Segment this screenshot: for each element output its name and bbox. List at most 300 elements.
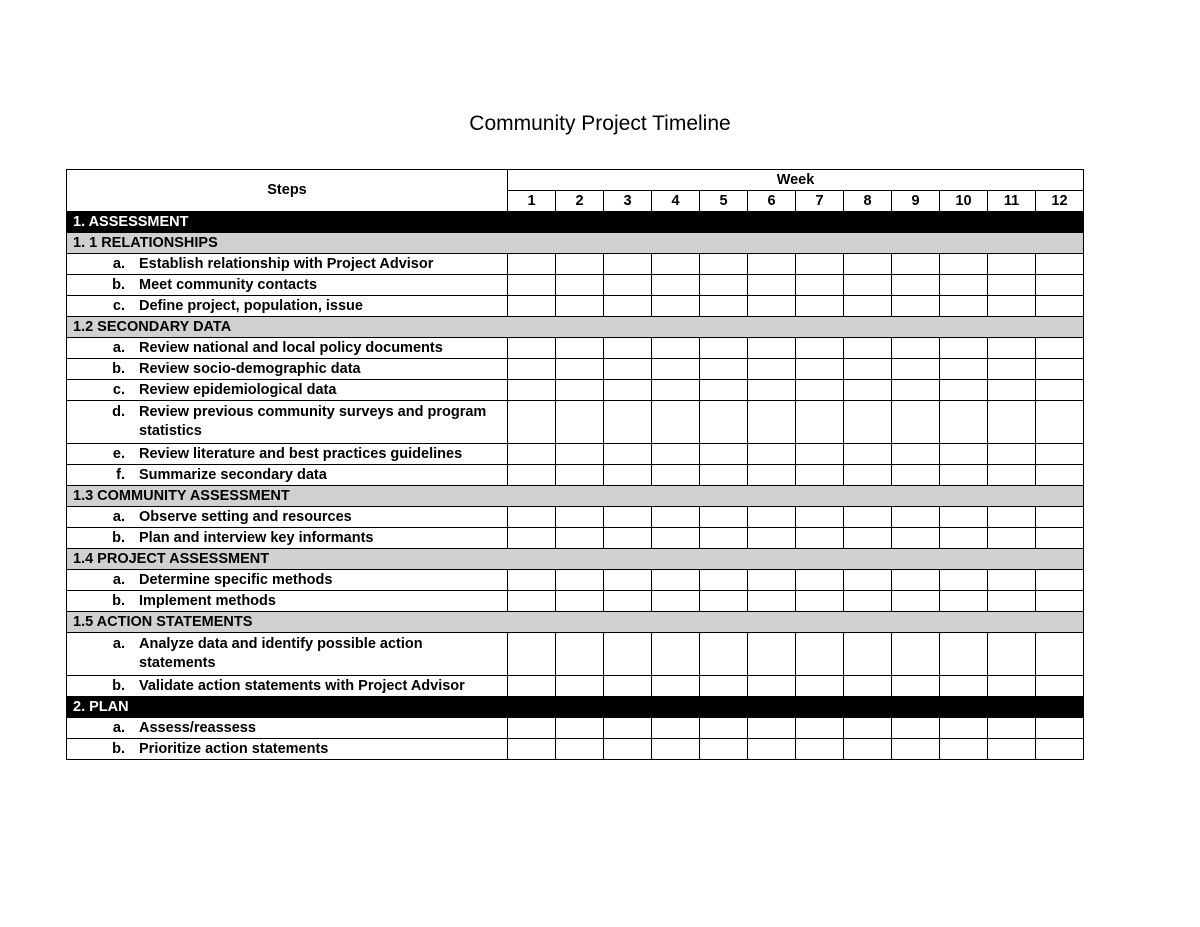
week-cell-12[interactable] [1036,718,1084,739]
week-cell-5[interactable] [700,465,748,486]
week-cell-10[interactable] [940,465,988,486]
page-title: Community Project Timeline [469,112,731,135]
week-cell-1[interactable] [508,401,556,444]
step-row [67,739,1084,760]
week-cell-1[interactable] [508,359,556,380]
week-cell-3[interactable] [604,718,652,739]
week-cell-3[interactable] [604,507,652,528]
week-cell-6[interactable] [748,739,796,760]
week-cell-10[interactable] [940,507,988,528]
week-cell-6[interactable] [748,528,796,549]
week-cell-12[interactable] [1036,444,1084,465]
week-cell-3[interactable] [604,401,652,444]
step-letter: a. [112,719,125,736]
week-cell-8[interactable] [844,633,892,676]
week-cell-7[interactable] [796,359,844,380]
week-cell-6[interactable] [748,718,796,739]
section-header-row [67,212,1084,233]
week-cell-3[interactable] [604,465,652,486]
week-cell-8[interactable] [844,591,892,612]
week-cell-2[interactable] [556,401,604,444]
week-cell-2[interactable] [556,465,604,486]
week-cell-1[interactable] [508,296,556,317]
week-cell-8[interactable] [844,465,892,486]
week-cell-10[interactable] [940,444,988,465]
step-text: Review national and local policy documents [139,339,443,356]
step-text: Observe setting and resources [139,508,352,525]
week-cell-2[interactable] [556,380,604,401]
week-cell-5[interactable] [700,401,748,444]
week-cell-12[interactable] [1036,254,1084,275]
week-cell-1[interactable] [508,444,556,465]
timeline-body [67,170,1084,760]
step-row [67,465,1084,486]
week-cell-2[interactable] [556,676,604,697]
week-cell-3[interactable] [604,633,652,676]
week-cell-9[interactable] [892,465,940,486]
week-cell-4[interactable] [652,570,700,591]
step-text: Validate action statements with Project Advisor [139,677,465,694]
week-cell-12[interactable] [1036,338,1084,359]
week-cell-10[interactable] [940,528,988,549]
week-cell-6[interactable] [748,401,796,444]
week-cell-4[interactable] [652,401,700,444]
week-cell-6[interactable] [748,296,796,317]
week-cell-12[interactable] [1036,528,1084,549]
step-text: Review socio-demographic data [139,360,361,377]
week-cell-10[interactable] [940,718,988,739]
week-cell-6[interactable] [748,338,796,359]
step-item [67,740,507,759]
week-cell-1[interactable] [508,739,556,760]
step-row [67,359,1084,380]
step-cell [67,380,508,401]
week-cell-5[interactable] [700,338,748,359]
week-cell-3[interactable] [604,676,652,697]
week-cell-7[interactable] [796,507,844,528]
week-cell-10[interactable] [940,275,988,296]
week-cell-3[interactable] [604,570,652,591]
week-cell-11[interactable] [988,633,1036,676]
week-cell-1[interactable] [508,338,556,359]
week-cell-9[interactable] [892,359,940,380]
week-cell-2[interactable] [556,296,604,317]
week-cell-12[interactable] [1036,507,1084,528]
week-cell-12[interactable] [1036,465,1084,486]
week-number-10: 10 [940,191,988,212]
step-letter: a. [112,339,125,356]
week-cell-4[interactable] [652,718,700,739]
week-cell-1[interactable] [508,676,556,697]
week-cell-7[interactable] [796,338,844,359]
week-cell-2[interactable] [556,570,604,591]
step-row [67,528,1084,549]
step-item [67,297,507,316]
week-cell-4[interactable] [652,591,700,612]
week-cell-7[interactable] [796,633,844,676]
subsection-label: 1. 1 RELATIONSHIPS [67,233,1084,254]
week-cell-9[interactable] [892,401,940,444]
week-cell-6[interactable] [748,507,796,528]
week-cell-11[interactable] [988,338,1036,359]
week-cell-12[interactable] [1036,275,1084,296]
week-cell-10[interactable] [940,338,988,359]
week-cell-3[interactable] [604,591,652,612]
step-text: Analyze data and identify possible action statements [139,636,423,671]
week-cell-9[interactable] [892,739,940,760]
week-cell-7[interactable] [796,570,844,591]
week-cell-2[interactable] [556,633,604,676]
subsection-label: 1.3 COMMUNITY ASSESSMENT [67,486,1084,507]
week-cell-5[interactable] [700,380,748,401]
step-cell [67,676,508,697]
week-cell-7[interactable] [796,718,844,739]
week-cell-12[interactable] [1036,591,1084,612]
week-cell-8[interactable] [844,676,892,697]
week-cell-8[interactable] [844,254,892,275]
subsection-header-row [67,317,1084,338]
week-cell-11[interactable] [988,676,1036,697]
week-cell-6[interactable] [748,591,796,612]
week-cell-12[interactable] [1036,570,1084,591]
step-cell [67,633,508,676]
week-cell-8[interactable] [844,338,892,359]
step-item [67,360,507,379]
step-item [67,403,507,441]
week-cell-1[interactable] [508,380,556,401]
week-number-6: 6 [748,191,796,212]
week-cell-6[interactable] [748,570,796,591]
step-letter: a. [112,508,125,525]
step-text: Determine specific methods [139,571,333,588]
week-cell-6[interactable] [748,633,796,676]
step-cell [67,591,508,612]
week-cell-2[interactable] [556,591,604,612]
week-cell-7[interactable] [796,591,844,612]
step-row [67,570,1084,591]
week-cell-12[interactable] [1036,676,1084,697]
week-cell-6[interactable] [748,444,796,465]
step-cell [67,528,508,549]
week-cell-9[interactable] [892,676,940,697]
week-cell-4[interactable] [652,507,700,528]
week-cell-3[interactable] [604,275,652,296]
step-letter: e. [112,445,125,462]
week-cell-5[interactable] [700,718,748,739]
week-cell-11[interactable] [988,380,1036,401]
steps-header: Steps [67,170,508,212]
week-cell-1[interactable] [508,591,556,612]
week-cell-5[interactable] [700,591,748,612]
week-cell-1[interactable] [508,633,556,676]
section-label: 1. ASSESSMENT [67,212,1084,233]
week-cell-6[interactable] [748,254,796,275]
week-cell-5[interactable] [700,633,748,676]
week-cell-2[interactable] [556,338,604,359]
step-row [67,507,1084,528]
week-cell-4[interactable] [652,296,700,317]
week-cell-9[interactable] [892,633,940,676]
week-cell-2[interactable] [556,507,604,528]
week-cell-7[interactable] [796,401,844,444]
week-cell-4[interactable] [652,275,700,296]
week-cell-8[interactable] [844,739,892,760]
week-cell-9[interactable] [892,718,940,739]
week-cell-9[interactable] [892,296,940,317]
week-cell-12[interactable] [1036,296,1084,317]
week-cell-3[interactable] [604,338,652,359]
step-letter: b. [112,740,125,757]
week-cell-10[interactable] [940,380,988,401]
week-cell-3[interactable] [604,359,652,380]
week-cell-3[interactable] [604,296,652,317]
week-cell-11[interactable] [988,444,1036,465]
week-cell-7[interactable] [796,296,844,317]
week-cell-9[interactable] [892,591,940,612]
week-number-12: 12 [1036,191,1084,212]
week-cell-12[interactable] [1036,380,1084,401]
timeline-table [66,169,1084,760]
week-cell-10[interactable] [940,359,988,380]
week-cell-3[interactable] [604,739,652,760]
week-cell-2[interactable] [556,359,604,380]
week-cell-10[interactable] [940,633,988,676]
week-cell-1[interactable] [508,570,556,591]
week-cell-10[interactable] [940,401,988,444]
week-cell-9[interactable] [892,338,940,359]
week-cell-11[interactable] [988,275,1036,296]
step-row [67,254,1084,275]
week-cell-11[interactable] [988,401,1036,444]
week-cell-7[interactable] [796,676,844,697]
step-letter: b. [112,677,125,694]
section-label: 2. PLAN [67,697,1084,718]
step-row [67,275,1084,296]
week-cell-11[interactable] [988,254,1036,275]
week-cell-1[interactable] [508,718,556,739]
week-cell-8[interactable] [844,718,892,739]
week-cell-12[interactable] [1036,359,1084,380]
week-cell-7[interactable] [796,528,844,549]
week-cell-10[interactable] [940,739,988,760]
week-cell-5[interactable] [700,507,748,528]
week-cell-11[interactable] [988,718,1036,739]
week-cell-3[interactable] [604,528,652,549]
week-cell-7[interactable] [796,380,844,401]
week-cell-5[interactable] [700,296,748,317]
step-letter: c. [112,297,125,314]
week-cell-6[interactable] [748,676,796,697]
week-cell-4[interactable] [652,528,700,549]
step-cell [67,507,508,528]
week-cell-2[interactable] [556,739,604,760]
week-cell-1[interactable] [508,507,556,528]
week-cell-11[interactable] [988,465,1036,486]
week-cell-10[interactable] [940,254,988,275]
step-text: Plan and interview key informants [139,529,374,546]
week-cell-8[interactable] [844,275,892,296]
subsection-header-row [67,233,1084,254]
week-number-5: 5 [700,191,748,212]
week-cell-9[interactable] [892,254,940,275]
week-cell-9[interactable] [892,444,940,465]
week-cell-11[interactable] [988,359,1036,380]
step-letter: b. [112,360,125,377]
week-cell-11[interactable] [988,507,1036,528]
step-row [67,633,1084,676]
week-number-2: 2 [556,191,604,212]
step-letter: a. [112,255,125,272]
week-cell-2[interactable] [556,275,604,296]
step-text: Implement methods [139,592,276,609]
week-cell-9[interactable] [892,507,940,528]
step-cell [67,739,508,760]
week-number-8: 8 [844,191,892,212]
week-cell-2[interactable] [556,528,604,549]
step-cell [67,275,508,296]
week-cell-6[interactable] [748,380,796,401]
week-cell-6[interactable] [748,465,796,486]
week-cell-8[interactable] [844,380,892,401]
step-text: Review previous community surveys and program statistics [139,404,487,439]
week-cell-4[interactable] [652,444,700,465]
week-cell-7[interactable] [796,739,844,760]
step-letter: c. [112,381,125,398]
week-cell-7[interactable] [796,254,844,275]
week-cell-1[interactable] [508,275,556,296]
week-cell-11[interactable] [988,528,1036,549]
week-cell-10[interactable] [940,591,988,612]
week-cell-5[interactable] [700,254,748,275]
week-cell-3[interactable] [604,444,652,465]
week-cell-11[interactable] [988,739,1036,760]
step-text: Establish relationship with Project Advisor [139,255,434,272]
week-cell-4[interactable] [652,338,700,359]
week-cell-8[interactable] [844,507,892,528]
step-text: Summarize secondary data [139,466,327,483]
week-number-9: 9 [892,191,940,212]
week-cell-8[interactable] [844,444,892,465]
week-cell-2[interactable] [556,444,604,465]
week-cell-4[interactable] [652,254,700,275]
week-cell-5[interactable] [700,275,748,296]
step-text: Meet community contacts [139,276,318,293]
step-cell [67,465,508,486]
week-cell-9[interactable] [892,528,940,549]
step-item [67,677,507,696]
step-letter: b. [112,592,125,609]
week-cell-2[interactable] [556,254,604,275]
step-item [67,445,507,464]
week-cell-11[interactable] [988,296,1036,317]
section-header-row [67,697,1084,718]
step-cell [67,338,508,359]
week-cell-4[interactable] [652,465,700,486]
week-cell-5[interactable] [700,739,748,760]
week-cell-1[interactable] [508,465,556,486]
subsection-label: 1.2 SECONDARY DATA [67,317,1084,338]
step-item [67,508,507,527]
week-number-3: 3 [604,191,652,212]
week-cell-7[interactable] [796,275,844,296]
step-letter: d. [112,404,125,420]
week-cell-11[interactable] [988,591,1036,612]
week-cell-2[interactable] [556,718,604,739]
step-letter: b. [112,276,125,293]
week-cell-8[interactable] [844,296,892,317]
week-cell-8[interactable] [844,570,892,591]
week-cell-1[interactable] [508,254,556,275]
step-text: Review epidemiological data [139,381,337,398]
week-cell-12[interactable] [1036,401,1084,444]
week-cell-4[interactable] [652,359,700,380]
week-cell-5[interactable] [700,570,748,591]
week-cell-8[interactable] [844,528,892,549]
step-letter: a. [112,571,125,588]
week-cell-5[interactable] [700,444,748,465]
step-cell [67,254,508,275]
week-cell-5[interactable] [700,359,748,380]
step-cell [67,401,508,444]
week-header: Week [508,170,1084,191]
step-row [67,380,1084,401]
week-cell-10[interactable] [940,676,988,697]
step-item [67,571,507,590]
week-number-1: 1 [508,191,556,212]
week-cell-8[interactable] [844,359,892,380]
week-cell-8[interactable] [844,401,892,444]
week-cell-12[interactable] [1036,633,1084,676]
step-cell [67,570,508,591]
header-row-week [67,170,1084,191]
subsection-label: 1.4 PROJECT ASSESSMENT [67,549,1084,570]
week-cell-3[interactable] [604,380,652,401]
step-item [67,255,507,274]
week-cell-6[interactable] [748,275,796,296]
step-item [67,635,507,673]
step-cell [67,296,508,317]
step-item [67,381,507,400]
week-number-4: 4 [652,191,700,212]
step-row [67,444,1084,465]
step-letter: f. [116,466,125,483]
week-cell-9[interactable] [892,380,940,401]
week-cell-7[interactable] [796,444,844,465]
week-cell-5[interactable] [700,676,748,697]
subsection-header-row [67,612,1084,633]
subsection-header-row [67,549,1084,570]
week-cell-9[interactable] [892,275,940,296]
week-cell-10[interactable] [940,296,988,317]
week-cell-10[interactable] [940,570,988,591]
week-cell-5[interactable] [700,528,748,549]
step-item [67,592,507,611]
week-cell-4[interactable] [652,739,700,760]
week-cell-7[interactable] [796,465,844,486]
week-cell-11[interactable] [988,570,1036,591]
week-cell-4[interactable] [652,380,700,401]
week-cell-4[interactable] [652,633,700,676]
week-cell-3[interactable] [604,254,652,275]
week-number-11: 11 [988,191,1036,212]
week-cell-12[interactable] [1036,739,1084,760]
week-cell-4[interactable] [652,676,700,697]
step-item [67,719,507,738]
week-cell-1[interactable] [508,528,556,549]
week-cell-9[interactable] [892,570,940,591]
step-row [67,401,1084,444]
week-cell-6[interactable] [748,359,796,380]
